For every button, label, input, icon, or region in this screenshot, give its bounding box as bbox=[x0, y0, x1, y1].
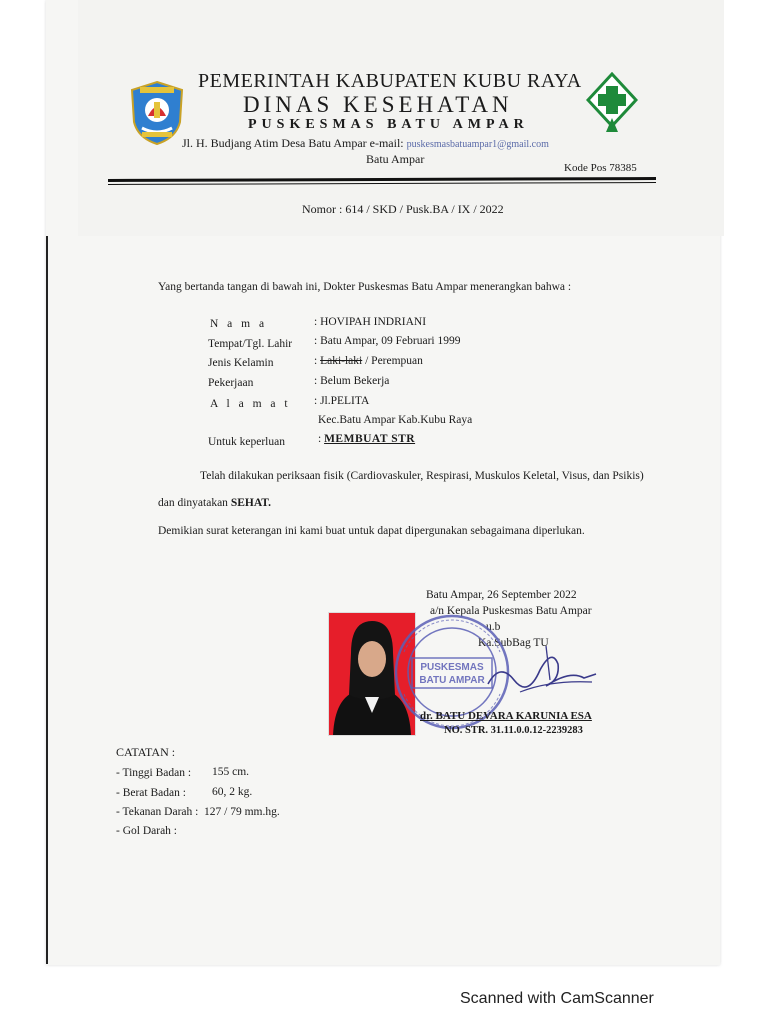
note-height-value: 155 cm. bbox=[212, 766, 250, 778]
field-value-address-line2: Kec.Batu Ampar Kab.Kubu Raya bbox=[318, 414, 473, 426]
gender-struck: Laki-laki bbox=[320, 355, 363, 367]
svg-text:BATU AMPAR: BATU AMPAR bbox=[419, 675, 485, 686]
note-weight-label: - Berat Badan : bbox=[116, 787, 186, 799]
letter-intro: Yang bertanda tangan di bawah ini, Dokter Puskesmas Batu Ampar menerangkan bahwa : bbox=[158, 281, 572, 293]
field-value-birth: : Batu Ampar, 09 Februari 1999 bbox=[314, 335, 461, 347]
conclusion bbox=[158, 497, 271, 509]
handwritten-signature-icon bbox=[480, 640, 600, 710]
field-value-gender bbox=[314, 355, 423, 367]
stamp-text bbox=[419, 662, 485, 686]
scanner-watermark: Scanned with CamScanner bbox=[460, 990, 654, 1007]
field-value-purpose bbox=[318, 433, 415, 445]
field-label-address: A l a m a t bbox=[210, 398, 291, 410]
header-puskesmas: PUSKESMAS BATU AMPAR bbox=[248, 117, 529, 132]
exam-sentence: Telah dilakukan periksaan fisik (Cardiovaskuler, Respirasi, Muskulos Keletal, Visus, dan Psikis) bbox=[200, 470, 644, 482]
note-weight-value: 60, 2 kg. bbox=[212, 786, 253, 798]
signature-place-date: Batu Ampar, 26 September 2022 bbox=[426, 589, 577, 601]
purpose-emph: MEMBUAT STR bbox=[324, 433, 416, 445]
header-address-city: Batu Ampar bbox=[366, 152, 425, 166]
signatory-str-number: NO. STR. 31.11.0.0.12-2239283 bbox=[444, 725, 583, 736]
field-label-birth: Tempat/Tgl. Lahir bbox=[208, 338, 293, 350]
header-government: PEMERINTAH KABUPATEN KUBU RAYA bbox=[198, 70, 582, 92]
field-value-address: : Jl.PELITA bbox=[314, 395, 370, 407]
field-label-name: N a m a bbox=[210, 318, 268, 330]
signature-role: Ka.SubBag TU bbox=[478, 637, 549, 649]
field-label-gender: Jenis Kelamin bbox=[208, 357, 274, 369]
field-value-occupation: : Belum Bekerja bbox=[314, 375, 390, 387]
conclusion-prefix: dan dinyatakan bbox=[158, 497, 231, 509]
email-text: puskesmasbatuampar1@gmail.com bbox=[406, 139, 549, 150]
note-height-label: - Tinggi Badan : bbox=[116, 767, 192, 779]
svg-text:PUSKESMAS: PUSKESMAS bbox=[420, 662, 484, 673]
signature-on-behalf: a/n Kepala Puskesmas Batu Ampar bbox=[430, 605, 592, 617]
header-postal-code: Kode Pos 78385 bbox=[564, 162, 637, 174]
paper-edge bbox=[46, 236, 48, 964]
header-department: DINAS KESEHATAN bbox=[243, 92, 513, 117]
gender-prefix: : bbox=[314, 355, 321, 367]
address-text: Jl. H. Budjang Atim Desa Batu Ampar e-mail: bbox=[182, 136, 407, 150]
header-address bbox=[182, 136, 549, 151]
note-bp-label: - Tekanan Darah : bbox=[116, 806, 199, 818]
notes-title: CATATAN : bbox=[116, 745, 176, 759]
field-value-name: : HOVIPAH INDRIANI bbox=[314, 316, 427, 328]
conclusion-emph: SEHAT. bbox=[230, 497, 271, 509]
closing-sentence: Demikian surat keterangan ini kami buat untuk dapat dipergunakan sebagaimana diperlukan. bbox=[158, 525, 585, 537]
gender-value: / Perempuan bbox=[362, 355, 423, 367]
field-label-occupation: Pekerjaan bbox=[208, 377, 254, 389]
kubu-raya-emblem-icon bbox=[128, 80, 186, 146]
health-cross-emblem-icon bbox=[586, 72, 638, 136]
note-bp-value: 127 / 79 mm.hg. bbox=[204, 806, 280, 818]
field-label-purpose: Untuk keperluan bbox=[208, 436, 285, 448]
note-blood-label: - Gol Darah : bbox=[116, 825, 177, 837]
purpose-prefix: : bbox=[318, 433, 325, 445]
letter-number: Nomor : 614 / SKD / Pusk.BA / IX / 2022 bbox=[302, 202, 504, 216]
signature-ub: u.b bbox=[486, 621, 501, 633]
signatory-name: dr. BATU DEVARA KARUNIA ESA bbox=[420, 710, 592, 722]
